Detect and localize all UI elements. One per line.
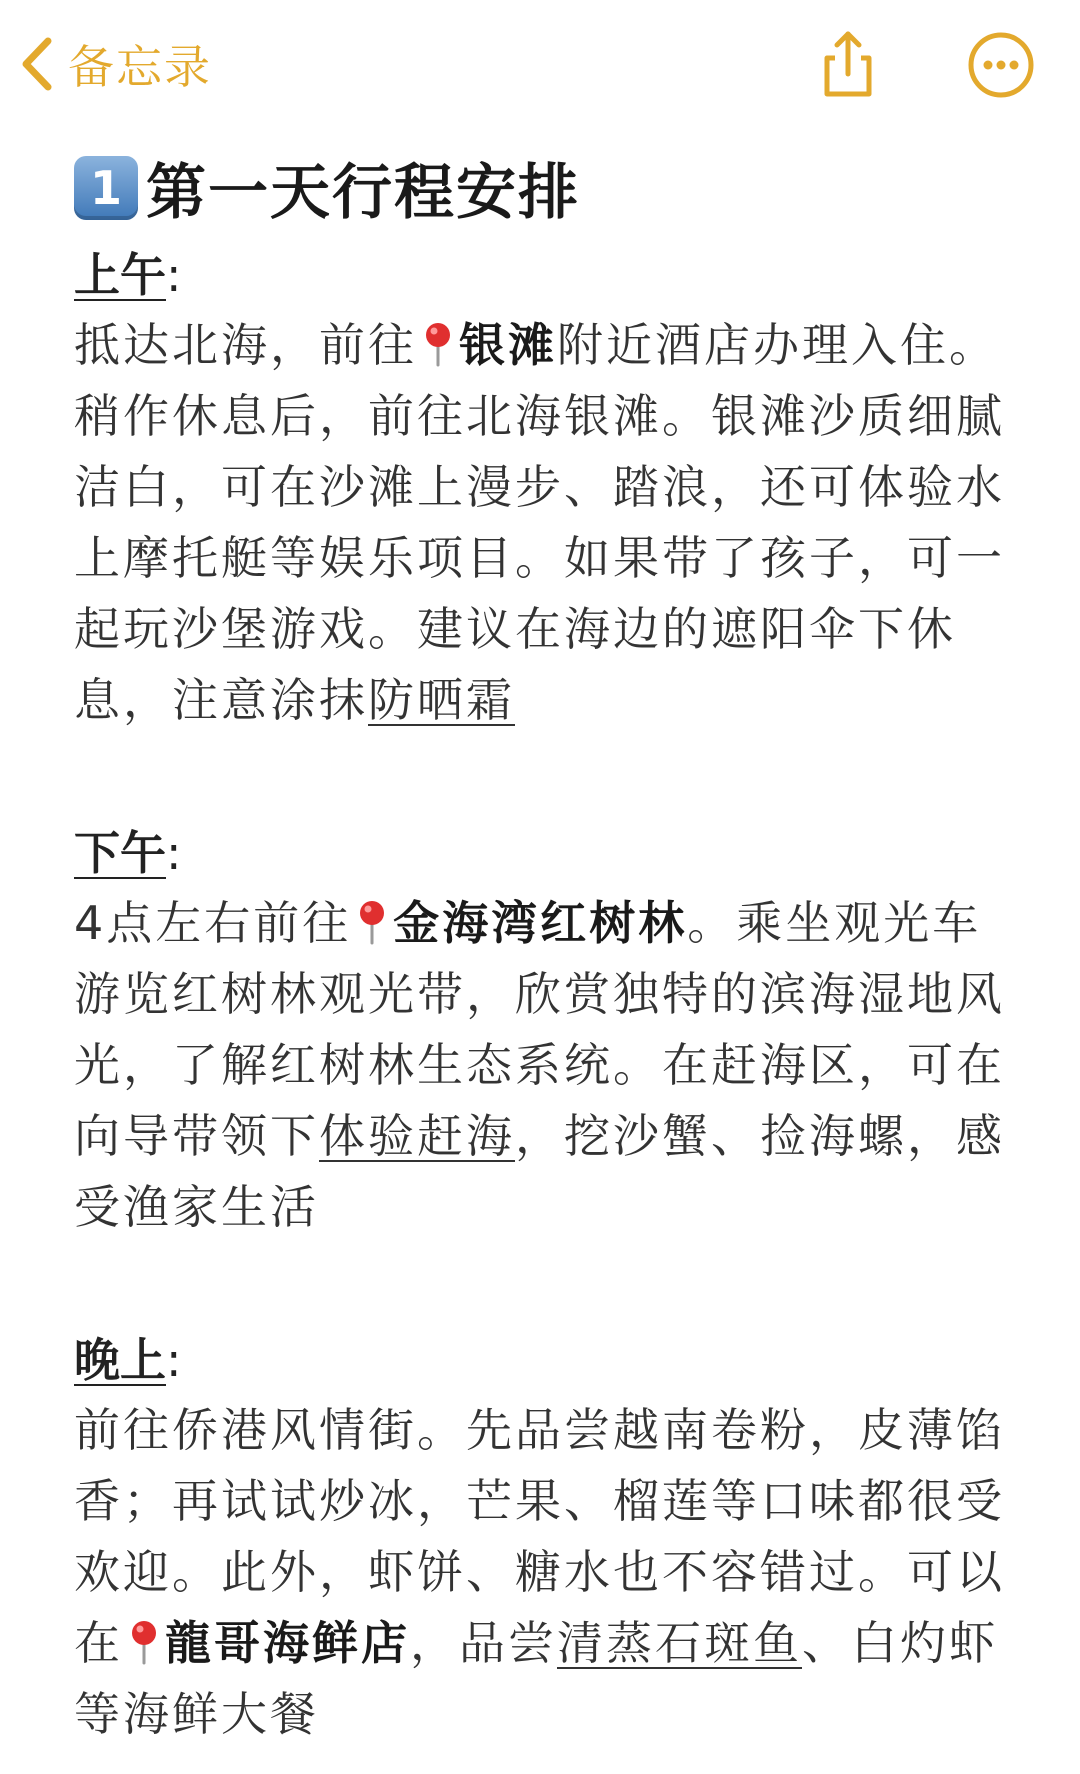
sunscreen-link[interactable]: 防晒霜 [368, 673, 515, 727]
share-button[interactable] [813, 30, 883, 100]
morning-heading-colon: : [166, 248, 182, 302]
afternoon-text-2: 。乘坐观光车游览红树林观光带，欣赏独特的滨海湿地风光，了解红树林生态系统。在赶海区，可在向导带领下 [74, 896, 1005, 1163]
note-body[interactable] [74, 140, 1014, 1750]
back-label: 备忘录 [68, 40, 212, 94]
afternoon-place: 金海湾红树林 [393, 896, 688, 950]
evening-text-3: 、白灼虾等海鲜大餐 [74, 1616, 998, 1741]
morning-heading-label: 上午 [74, 248, 166, 302]
tide-activity-link[interactable]: 体验赶海 [319, 1109, 515, 1163]
pushpin-icon [421, 321, 455, 367]
evening-heading-label: 晚上 [74, 1333, 166, 1387]
grouper-dish-link[interactable]: 清蒸石斑鱼 [557, 1616, 802, 1670]
morning-heading [74, 240, 1014, 310]
morning-paragraph [74, 310, 1014, 736]
morning-text-2: 附近酒店办理入住。稍作休息后，前往北海银滩。银滩沙质细腻洁白，可在沙滩上漫步、踏浪，还可体验水上摩托艇等娱乐项目。如果带了孩子，可一起玩沙堡游戏。建议在海边的遮阳伞下休息，注意涂抹 [74, 318, 1005, 727]
afternoon-paragraph [74, 888, 1014, 1243]
afternoon-text-3: ，挖沙蟹、捡海螺，感受渔家生活 [74, 1109, 1005, 1234]
navigation-bar [0, 0, 1080, 130]
keycap-one-icon: 1 [74, 156, 138, 220]
evening-heading [74, 1325, 1014, 1395]
pushpin-icon [355, 899, 389, 945]
more-icon [966, 30, 1036, 100]
afternoon-heading [74, 818, 1014, 888]
note-title-row [74, 140, 1014, 236]
back-button[interactable] [20, 34, 212, 94]
note-title: 第一天行程安排 [146, 158, 580, 228]
evening-paragraph [74, 1395, 1014, 1750]
afternoon-heading-colon: : [166, 826, 182, 880]
afternoon-heading-label: 下午 [74, 826, 166, 880]
afternoon-text-1: 4点左右前往 [74, 896, 352, 950]
morning-text-1: 抵达北海，前往 [74, 318, 417, 372]
evening-place: 龍哥海鲜店 [165, 1616, 410, 1670]
evening-text-1: 前往侨港风情街。先品尝越南卷粉，皮薄馅香；再试试炒冰，芒果、榴莲等口味都很受欢迎。此外，虾饼、糖水也不容错过。可以在 [74, 1403, 1005, 1670]
evening-text-2: ，品尝 [410, 1616, 557, 1670]
chevron-left-icon [20, 35, 54, 93]
more-options-button[interactable] [966, 30, 1036, 100]
share-icon [813, 30, 883, 100]
morning-place: 银滩 [459, 318, 557, 372]
pushpin-icon [127, 1619, 161, 1665]
evening-heading-colon: : [166, 1333, 182, 1387]
